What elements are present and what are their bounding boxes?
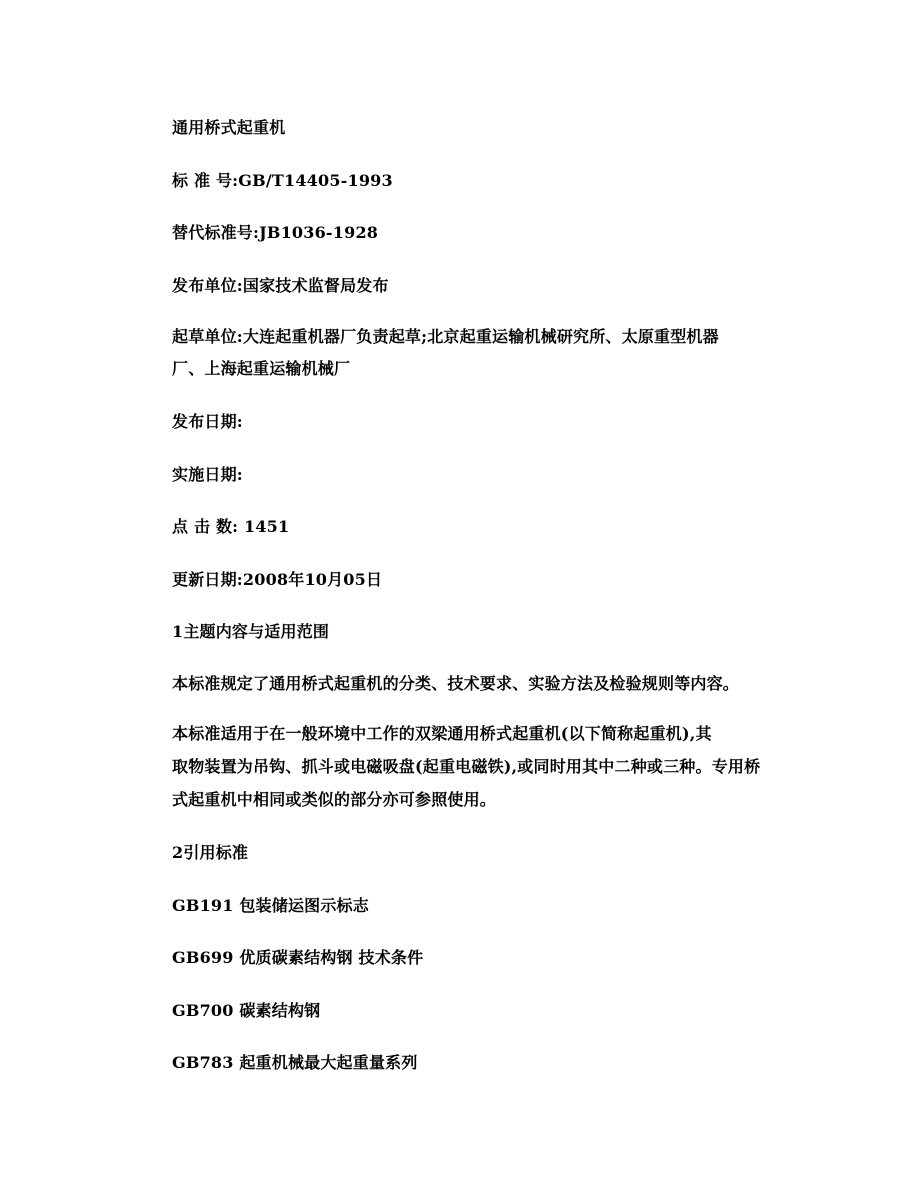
drafter-line-2: 厂、上海起重运输机械厂 xyxy=(172,359,351,378)
drafter-line-1: 起草单位:大连起重机器厂负责起草;北京起重运输机械研究所、太原重型机器 xyxy=(172,327,719,346)
reference-item: GB191 包装储运图示标志 xyxy=(172,896,369,915)
replaced-standard-number: 替代标准号:JB1036-1928 xyxy=(172,223,379,242)
section-1-paragraph-2-line-2: 取物装置为吊钩、抓斗或电磁吸盘(起重电磁铁),或同时用其中二种或三种。专用桥 xyxy=(172,757,761,776)
reference-item: GB700 碳素结构钢 xyxy=(172,1001,321,1020)
publisher: 发布单位:国家技术监督局发布 xyxy=(172,276,389,295)
reference-item: GB783 起重机械最大起重量系列 xyxy=(172,1053,418,1072)
section-1-paragraph-1: 本标准规定了通用桥式起重机的分类、技术要求、实验方法及检验规则等内容。 xyxy=(172,674,740,693)
section-1-heading: 1主题内容与适用范围 xyxy=(172,622,330,641)
publish-date: 发布日期: xyxy=(172,412,243,431)
hit-count: 点 击 数: 1451 xyxy=(172,517,290,536)
document-title: 通用桥式起重机 xyxy=(172,118,286,137)
section-1-paragraph-2-line-3: 式起重机中相同或类似的部分亦可参照使用。 xyxy=(172,790,497,809)
implement-date: 实施日期: xyxy=(172,465,243,484)
reference-item: GB699 优质碳素结构钢 技术条件 xyxy=(172,948,424,967)
section-2-heading: 2引用标准 xyxy=(172,843,249,862)
update-date: 更新日期:2008年10月05日 xyxy=(172,570,383,589)
standard-number: 标 准 号:GB/T14405-1993 xyxy=(172,171,393,190)
section-1-paragraph-2-line-1: 本标准适用于在一般环境中工作的双梁通用桥式起重机(以下简称起重机),其 xyxy=(172,724,712,743)
